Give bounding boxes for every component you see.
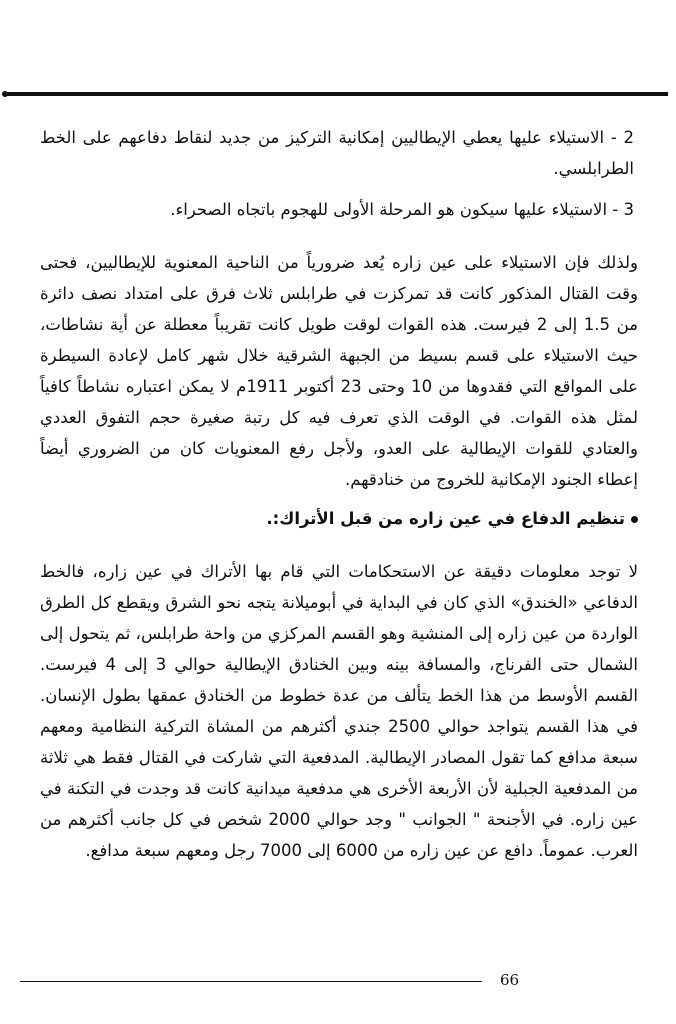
section-heading-text: تنظيم الدفاع في عين زاره من قبل الأتراك:.: [266, 509, 625, 528]
list-item-2: 2 - الاستيلاء عليها يعطي الإيطاليين إمكانية التركيز من جديد لنقاط دفاعهم على الخط الطرابلسي.: [40, 128, 634, 178]
paragraph-defense: لا توجد معلومات دقيقة عن الاستحكامات التي قام بها الأتراك في عين زاره، فالخط الدفاعي «الخندق» الذي كان في البداية في أبوميلانة يتجه نحو الشرق ويقطع كل الطرق الواردة من عين زاره إلى المنشية وهو القسم المركزي من واحة طرابلس، ثم يتحول إلى الشمال حتى الفرناج، والمسافة بينه وبين الخنادق الإيطالية حوالي 3 إلى 4 فيرست. القسم الأوسط من هذا الخط يتألف من عدة خطوط من الخنادق عمقها بطول الإنسان. في هذا القسم يتواجد حوالي 2500 جندي أكثرهم من المشاة التركية النظامية ومعهم سبعة مدافع كما تقول المصادر الإيطالية. المدفعية التي شاركت في القتال فقط هي ثلاثة من المدفعية الجبلية لأن الأربعة الأخرى هي مدفعية ميدانية كانت قد وجدت في التكنة في عين زاره. في الأجنحة " الجوانب " وجد حوالي 2000 شخص في كل جانب أكثرهم من العرب. عموماً. دافع عن عين زاره من 6000 إلى 7000 رجل ومعهم سبعة مدافع.: [40, 562, 638, 860]
section-heading: [40, 503, 638, 534]
page-body: [40, 122, 638, 866]
list-item-3: 3 - الاستيلاء عليها سيكون هو المرحلة الأولى للهجوم باتجاه الصحراء.: [170, 200, 634, 219]
paragraph-morale: ولذلك فإن الاستيلاء على عين زاره يُعد ضرورياً من الناحية المعنوية للإيطاليين، فحتى وقت القتال المذكور كانت قد تمركزت في طرابلس ثلاث فرق على امتداد نصف دائرة من 1.5 إلى 2 فيرست. هذه القوات لوقت طويل كانت تقريباً معطلة عن أية نشاطات، حيث الاستيلاء على قسم بسيط من الجبهة الشرقية خلال شهر كامل لإعادة السيطرة على المواقع التي فقدوها من 10 وحتى 23 أكتوبر 1911م لا يمكن اعتباره نشاطاً كافياً لمثل هذه القوات. في الوقت الذي تعرف فيه كل رتبة صغيرة حجم التفوق العددي والعتادي للقوات الإيطالية على العدو، ولأجل رفع المعنويات كان من الضروري أيضاً إعطاء الجنود الإمكانية للخروج من خنادقهم.: [40, 253, 638, 489]
top-rule: [4, 92, 668, 96]
bullet-icon: [631, 516, 638, 523]
page-number: 66: [500, 971, 520, 989]
footer-rule: [20, 981, 482, 982]
